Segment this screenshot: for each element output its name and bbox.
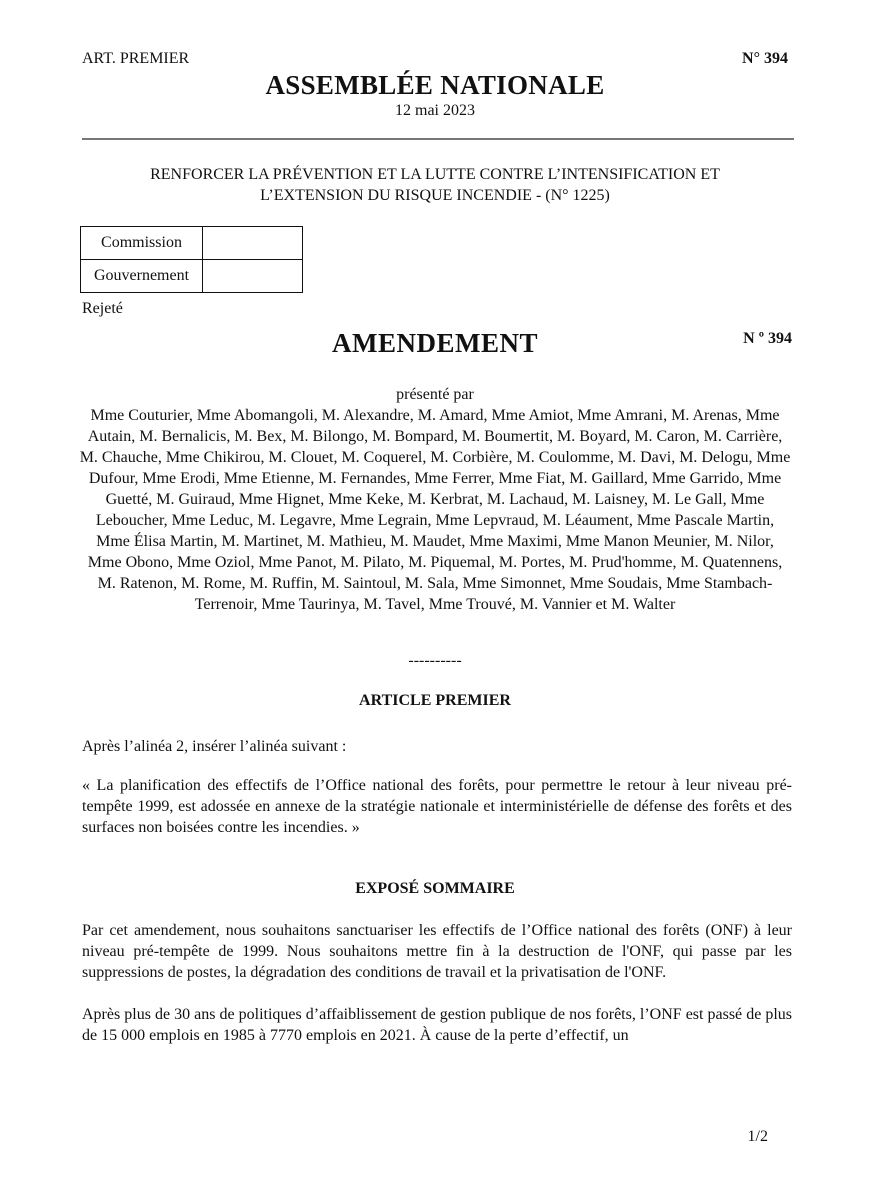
presented-by: présenté par	[396, 386, 474, 403]
status-row-gouvernement	[81, 260, 303, 293]
header-divider	[82, 138, 794, 140]
article-instruction: Après l’alinéa 2, insérer l’alinéa suivant :	[82, 738, 347, 755]
bill-title: RENFORCER LA PRÉVENTION ET LA LUTTE CONTRE L’INTENSIFICATION ET L’EXTENSION DU RISQUE INCENDIE - (N° 1225)	[150, 166, 720, 204]
article-heading: ARTICLE PREMIER	[359, 692, 511, 709]
status-table	[80, 226, 303, 293]
expose-paragraph: Par cet amendement, nous souhaitons sanctuariser les effectifs de l’Office national des forêts (ONF) à leur niveau pré-tempête de 1999. Nous souhaitons mettre fin à la destruction de l'ONF, qui passe par les suppressions de postes, la dégradation des conditions de travail et la privatisation de l'ONF.	[82, 922, 792, 981]
expose-heading: EXPOSÉ SOMMAIRE	[355, 880, 515, 897]
vote-result: Rejeté	[82, 300, 123, 317]
page-number: 1/2	[747, 1128, 768, 1145]
status-label: Commission	[81, 227, 203, 260]
amendment-number-top: N° 394	[742, 50, 788, 67]
article-inserted-text: « La planification des effectifs de l’Office national des forêts, pour permettre le retour à leur niveau pré-tempête 1999, est adossée en annexe de la stratégie nationale et interministérielle de défense des forêts et des surfaces non boisées contre les incendies. »	[82, 777, 792, 836]
status-value	[203, 227, 303, 260]
article-label: ART. PREMIER	[82, 50, 190, 67]
expose-paragraph: Après plus de 30 ans de politiques d’affaiblissement de gestion publique de nos forêts, l’ONF est passé de plus de 15 000 emplois en 1985 à 7770 emplois en 2021. À cause de la perte d’effectif, un	[82, 1006, 792, 1044]
status-value	[203, 260, 303, 293]
amendment-title: AMENDEMENT	[332, 328, 538, 358]
document-date: 12 mai 2023	[395, 102, 475, 119]
separator: ----------	[408, 652, 462, 669]
authors-list: Mme Couturier, Mme Abomangoli, M. Alexandre, M. Amard, Mme Amiot, Mme Amrani, M. Arenas, Mme Autain, M. Bernalicis, M. Bex, M. Bilongo, M. Bompard, M. Boumertit, M. Boyard, M. Caron, M. Carrière, M. Chauche, Mme Chikirou, M. Clouet, M. Coquerel, M. Corbière, M. Coulomme, M. Davi, M. Delogu, Mme Dufour, Mme Erodi, Mme Etienne, M. Fernandes, Mme Ferrer, Mme Fiat, M. Gaillard, Mme Garrido, Mme Guetté, M. Guiraud, Mme Hignet, Mme Keke, M. Kerbrat, M. Lachaud, M. Laisney, M. Le Gall, Mme Leboucher, Mme Leduc, M. Legavre, Mme Legrain, Mme Lepvraud, M. Léaument, Mme Pascale Martin, Mme Élisa Martin, M. Martinet, M. Mathieu, M. Maudet, Mme Maximi, Mme Manon Meunier, M. Nilor, Mme Obono, Mme Oziol, Mme Panot, M. Pilato, M. Piquemal, M. Portes, M. Prud'homme, M. Quatennens, M. Ratenon, M. Rome, M. Ruffin, M. Saintoul, M. Sala, Mme Simonnet, Mme Soudais, Mme Stambach-Terrenoir, Mme Taurinya, M. Tavel, Mme Trouvé, M. Vannier et M. Walter	[79, 407, 791, 613]
amendment-number: N º 394	[743, 330, 792, 347]
assembly-title: ASSEMBLÉE NATIONALE	[265, 70, 605, 100]
status-row-commission	[81, 227, 303, 260]
status-label: Gouvernement	[81, 260, 203, 293]
